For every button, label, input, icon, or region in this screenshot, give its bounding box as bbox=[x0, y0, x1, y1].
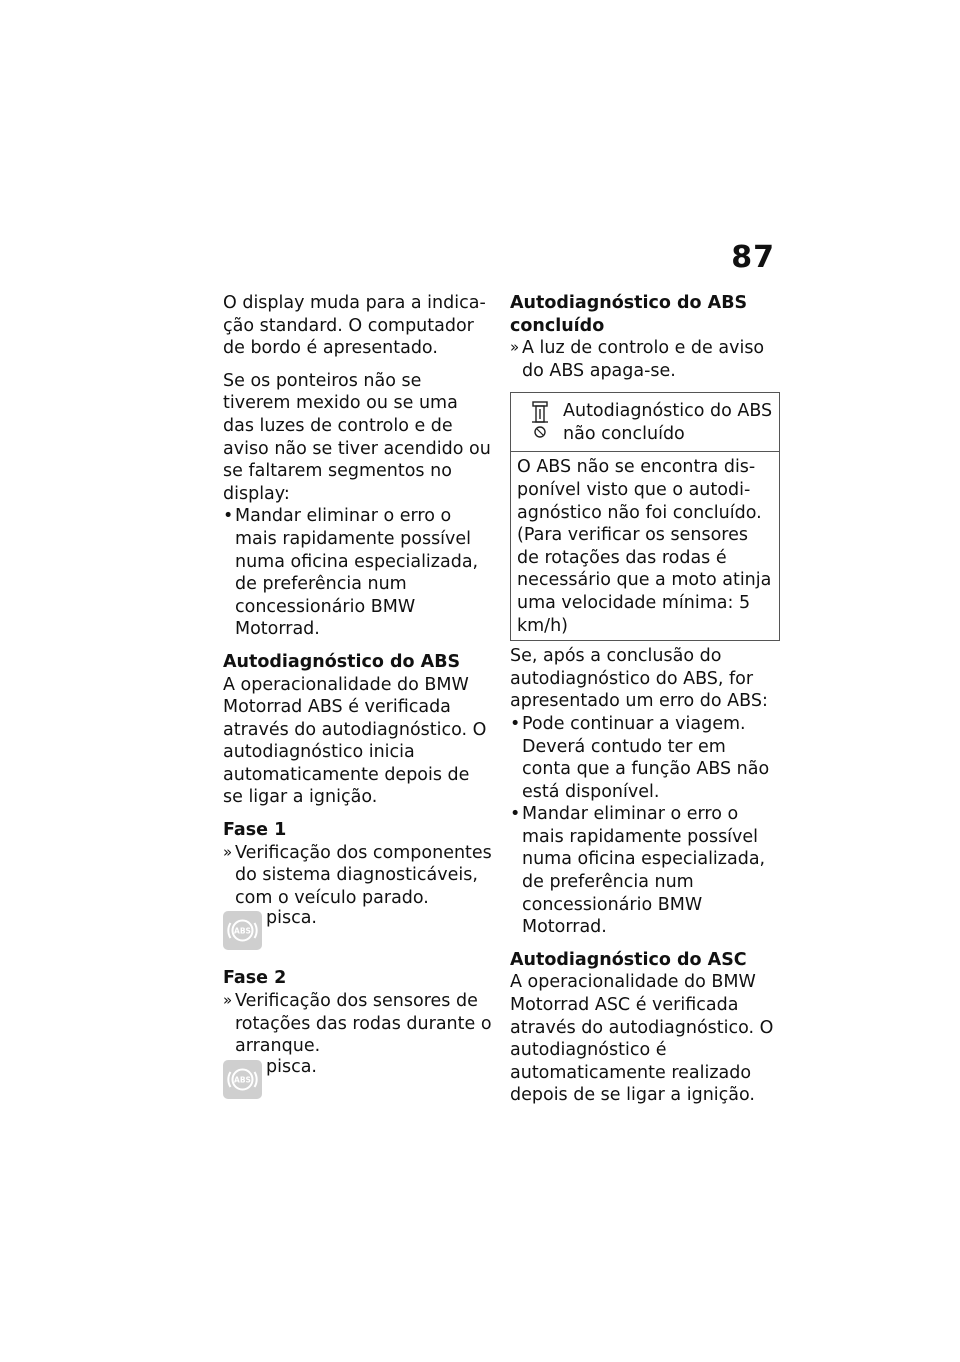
section-heading-abs-selftest: Autodiagnóstico do ABS bbox=[223, 651, 461, 672]
abs-warning-lamp-icon bbox=[223, 1060, 262, 1099]
step-marker: » bbox=[223, 991, 233, 1010]
abs-lamp-label: ABS bbox=[234, 1075, 251, 1085]
abs-warning-lamp-icon bbox=[223, 911, 262, 950]
lamp-status-text: pisca. bbox=[266, 1056, 317, 1077]
section-heading-abs-done: Autodiagnóstico do ABS concluído bbox=[510, 293, 748, 336]
step-list-fase-2 bbox=[223, 990, 493, 1058]
step-marker: » bbox=[510, 338, 520, 357]
step-item bbox=[510, 337, 780, 382]
step-list-abs-done bbox=[510, 337, 780, 382]
abs-lamp-label: ABS bbox=[234, 926, 251, 936]
notice-body: O ABS não se encontra disponível visto que o autodiagnóstico não foi concluído. (Para verificar os sensores de rotações das rodas é necessário que a moto atinja uma velocidade mínima: 5 km/h) bbox=[517, 457, 772, 636]
bullet-list bbox=[223, 505, 493, 641]
paragraph-asc-selftest: A operacionalidade do BMW Motorrad ASC é verificada através do autodiagnóstico. O autodiagnóstico é automaticamente realizado depois de se ligar a ignição. bbox=[510, 972, 774, 1106]
step-item bbox=[223, 990, 493, 1058]
lamp-status-text: pisca. bbox=[266, 908, 317, 929]
notice-header bbox=[511, 393, 779, 452]
notice-box bbox=[510, 392, 780, 641]
step-text: Verificação dos componentes do sistema diagnosticáveis, com o veículo parado. bbox=[235, 842, 492, 908]
section-heading-asc-selftest: Autodiagnóstico do ASC bbox=[510, 949, 747, 970]
section-heading-fase-1: Fase 1 bbox=[223, 820, 287, 841]
step-list-fase-1 bbox=[223, 842, 493, 910]
list-item: • Mandar eliminar o erro o mais rapidamente possível numa oficina especializada, de preferência num concessionário BMW Motorrad. bbox=[223, 505, 493, 641]
left-column bbox=[223, 292, 493, 1116]
step-text: A luz de controlo e de aviso do ABS apaga-se. bbox=[522, 338, 765, 381]
paragraph-abs-error: Se, após a conclusão do autodiagnóstico do ABS, for apresentado um erro do ABS: bbox=[510, 646, 768, 712]
list-item: • Pode continuar a viagem. Deverá contudo ter em conta que a função ABS não está disponível. bbox=[510, 713, 780, 803]
right-column bbox=[510, 292, 780, 1117]
abs-lamp-row-fase-1 bbox=[223, 909, 493, 955]
paragraph-display-standard: O display muda para a indicação standard. O computador de bordo é apresentado. bbox=[223, 293, 486, 359]
abs-lamp-row-fase-2 bbox=[223, 1058, 493, 1104]
paragraph-failure-conditions: Se os ponteiros não se tiverem mexido ou se uma das luzes de controlo e de aviso não se tiver acendido ou se faltarem segmentos no display: bbox=[223, 370, 491, 504]
bullet-list bbox=[510, 713, 780, 939]
notice-title: Autodiagnóstico do ABS não concluído bbox=[563, 401, 773, 444]
step-item bbox=[223, 842, 493, 910]
step-marker: » bbox=[223, 842, 233, 861]
list-item: • Mandar eliminar o erro o mais rapidamente possível numa oficina especializada, de preferência num concessionário BMW Motorrad. bbox=[510, 803, 780, 939]
page-number: 87 bbox=[731, 240, 775, 275]
hazard-service-icon bbox=[527, 401, 553, 448]
section-heading-fase-2: Fase 2 bbox=[223, 968, 287, 989]
paragraph-abs-selftest: A operacionalidade do BMW Motorrad ABS é verificada através do autodiagnóstico. O autodiagnóstico inicia automaticamente depois de se ligar a ignição. bbox=[223, 674, 487, 808]
step-text: Verificação dos sensores de rotações das rodas durante o arranque. bbox=[235, 991, 492, 1057]
